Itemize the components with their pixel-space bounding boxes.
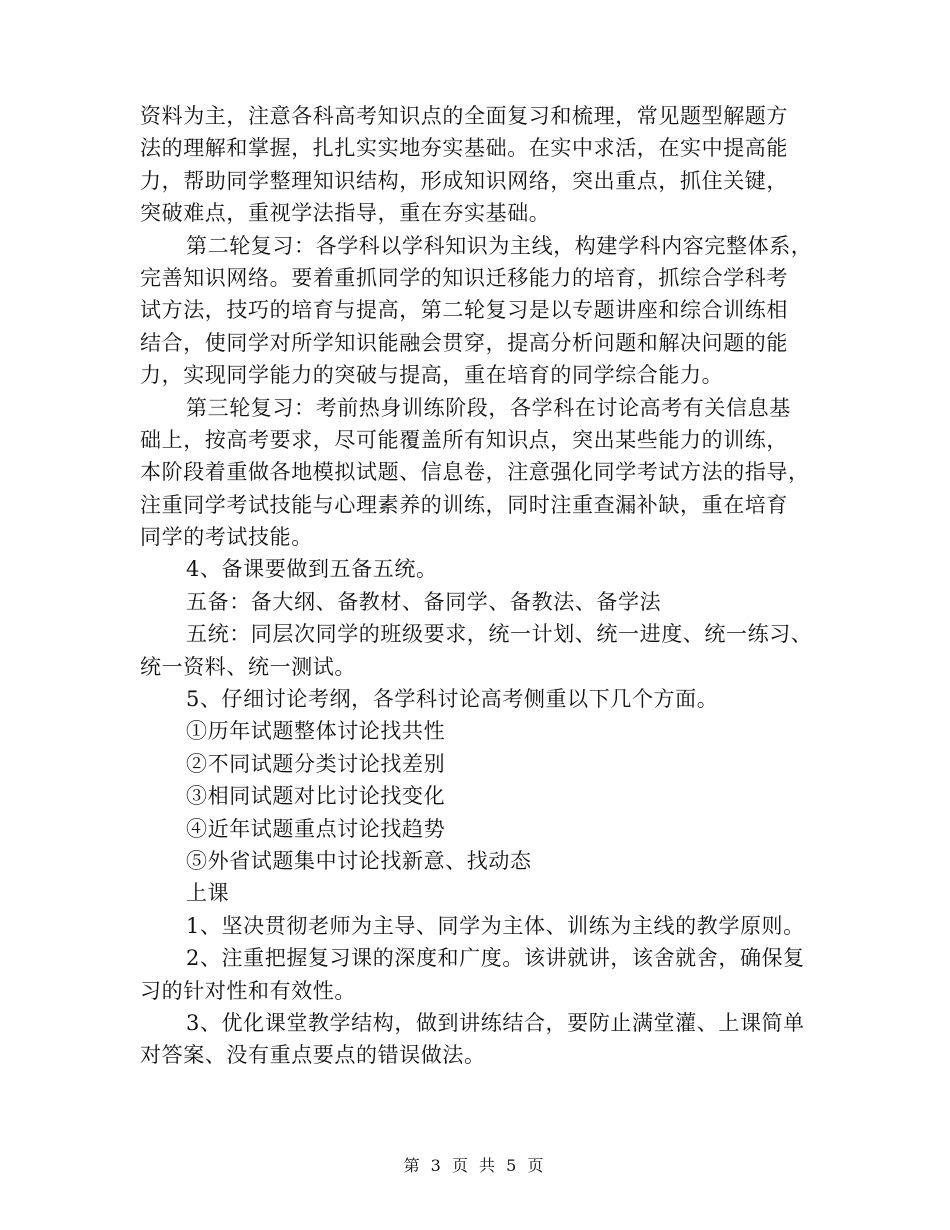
- list-item: ④近年试题重点讨论找趋势: [186, 816, 446, 841]
- list-item: ③相同试题对比讨论找变化: [186, 784, 446, 809]
- text-line: 试方法，技巧的培育与提高，第二轮复习是以专题讲座和综合训练相: [140, 298, 788, 323]
- text-line: 第三轮复习：考前热身训练阶段，各学科在讨论高考有关信息基: [186, 395, 791, 420]
- text-line: 第二轮复习：各学科以学科知识为主线，构建学科内容完整体系，: [186, 233, 813, 258]
- text-line: 统一资料、统一测试。: [140, 654, 356, 679]
- page-number: 第 3 页 共 5 页: [403, 1156, 547, 1175]
- section-heading: 上课: [186, 881, 230, 906]
- text-line: 力，实现同学能力的突破与提高，重在培育的同学综合能力。: [140, 363, 724, 388]
- text-line: 力，帮助同学整理知识结构，形成知识网络，突出重点，抓住关键，: [140, 168, 788, 193]
- text-line: 2、注重把握复习课的深度和广度。该讲就讲，该舍就舍，确保复: [186, 946, 805, 971]
- text-line: 本阶段着重做各地模拟试题、信息卷，注意强化同学考试方法的指导，: [140, 460, 810, 485]
- body-text: [140, 100, 820, 1072]
- text-line: 资料为主，注意各科高考知识点的全面复习和梳理，常见题型解题方: [140, 104, 788, 128]
- text-line: 五备：备大纲、备教材、备同学、备教法、备学法: [186, 589, 662, 614]
- text-line: 法的理解和掌握，扎扎实实地夯实基础。在实中求活，在实中提高能: [140, 136, 788, 161]
- text-line: 五统：同层次同学的班级要求，统一计划、统一进度、统一练习、: [186, 622, 813, 647]
- list-item: ①历年试题整体讨论找共性: [186, 719, 446, 744]
- text-line: 础上，按高考要求，尽可能覆盖所有知识点，突出某些能力的训练，: [140, 427, 788, 452]
- text-line: 同学的考试技能。: [140, 525, 313, 550]
- text-line: 5、仔细讨论考纲，各学科讨论高考侧重以下几个方面。: [186, 687, 719, 712]
- text-line: 1、坚决贯彻老师为主导、同学为主体、训练为主线的教学原则。: [186, 913, 805, 938]
- text-line: 习的针对性和有效性。: [140, 978, 356, 1003]
- text-line: 完善知识网络。要着重抓同学的知识迁移能力的培育，抓综合学科考: [140, 265, 788, 290]
- list-item: ⑤外省试题集中讨论找新意、找动态: [186, 848, 532, 873]
- text-line: 3、优化课堂教学结构，做到讲练结合，要防止满堂灌、上课简单: [186, 1010, 805, 1035]
- text-line: 对答案、没有重点要点的错误做法。: [140, 1043, 486, 1068]
- text-line: 突破难点，重视学法指导，重在夯实基础。: [140, 201, 551, 226]
- text-line: 4、备课要做到五备五统。: [186, 557, 438, 582]
- text-line: 结合，使同学对所学知识能融会贯穿，提高分析问题和解决问题的能: [140, 330, 788, 355]
- list-item: ②不同试题分类讨论找差别: [186, 751, 446, 776]
- text-line: 注重同学考试技能与心理素养的训练，同时注重查漏补缺，重在培育: [140, 492, 788, 517]
